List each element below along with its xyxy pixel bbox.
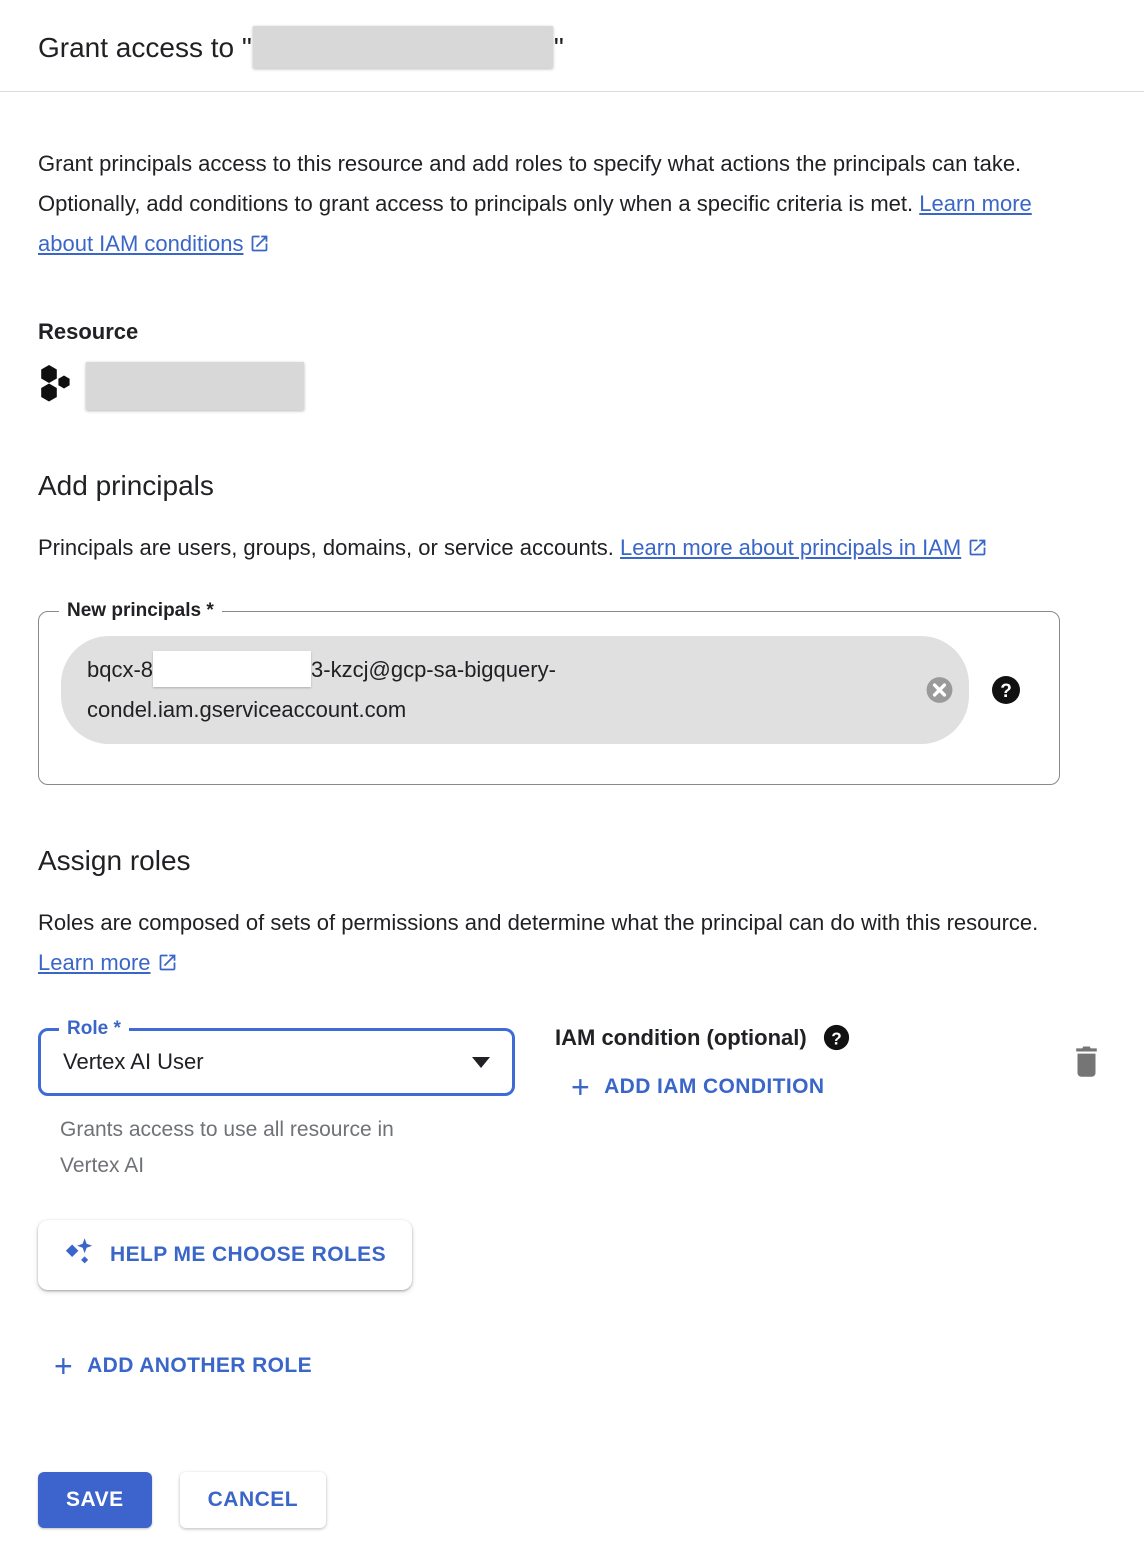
- iam-condition-help-icon[interactable]: [823, 1024, 850, 1051]
- page-title-text: Grant access to ": [38, 32, 252, 63]
- cancel-button[interactable]: CANCEL: [180, 1472, 327, 1528]
- principal-chip-text-domain: condel.iam.gserviceaccount.com: [87, 697, 407, 722]
- assign-roles-text: Roles are composed of sets of permissions and determine what the principal can do with this resource.: [38, 910, 1039, 935]
- intro-text: Grant principals access to this resource and add roles to specify what actions the principals can take. Optionally, add conditions to grant access to principals only when a specific criteria is met.: [38, 151, 1022, 216]
- remove-principal-button[interactable]: [924, 675, 955, 706]
- dialog-footer: [38, 1472, 1106, 1528]
- redacted-resource-name: [253, 26, 553, 68]
- page-title: [38, 26, 1106, 71]
- save-button[interactable]: SAVE: [38, 1472, 152, 1528]
- external-link-icon: [249, 227, 270, 267]
- principal-row: [61, 636, 1039, 744]
- role-column: [38, 1018, 515, 1184]
- help-me-choose-roles-label: HELP ME CHOOSE ROLES: [110, 1243, 386, 1266]
- resource-hexagons-icon: [38, 361, 76, 410]
- svg-text:?: ?: [1000, 681, 1012, 702]
- learn-more-roles-link[interactable]: Learn more: [38, 950, 151, 975]
- iam-condition-column: [555, 1024, 1026, 1105]
- assign-roles-heading: Assign roles: [38, 845, 191, 876]
- redacted-resource-value: [86, 362, 304, 410]
- plus-icon: +: [54, 1348, 74, 1384]
- role-row: [38, 1018, 1106, 1184]
- principal-chip-text-middle: 3-kzcj@gcp-sa-bigquery-: [311, 657, 556, 682]
- add-iam-condition-button[interactable]: [571, 1069, 1026, 1105]
- dialog-header: [0, 0, 1144, 92]
- principal-chip-text-prefix: bqcx-8: [87, 657, 154, 682]
- svg-text:?: ?: [831, 1029, 842, 1049]
- principal-chip: [61, 636, 969, 744]
- add-another-role-label: ADD ANOTHER ROLE: [87, 1354, 313, 1377]
- iam-condition-label-row: [555, 1024, 1026, 1051]
- help-me-choose-roles-button[interactable]: [38, 1220, 412, 1290]
- external-link-icon: [157, 946, 178, 986]
- learn-more-iam-conditions-link[interactable]: Learn more about IAM conditions: [38, 191, 1032, 256]
- new-principals-field[interactable]: [38, 600, 1060, 785]
- page-title-closing-quote: ": [553, 32, 564, 63]
- redacted-principal-id: [153, 651, 311, 687]
- sparkle-icon: [64, 1237, 94, 1273]
- add-principals-description: [38, 528, 1046, 571]
- principals-help-icon[interactable]: [991, 675, 1021, 705]
- role-select-value: Vertex AI User: [63, 1049, 204, 1074]
- resource-label: Resource: [38, 319, 139, 344]
- resource-row: [38, 361, 1106, 410]
- delete-role-button[interactable]: [1066, 1042, 1106, 1081]
- assign-roles-description: [38, 903, 1046, 986]
- chevron-down-icon: [472, 1057, 490, 1068]
- role-select[interactable]: [38, 1018, 515, 1096]
- learn-more-principals-link[interactable]: Learn more about principals in IAM: [620, 535, 962, 560]
- external-link-icon: [967, 531, 988, 571]
- intro-paragraph: [38, 144, 1046, 267]
- role-helper-text: Grants access to use all resource in Vertex AI: [60, 1118, 394, 1177]
- iam-condition-label: IAM condition (optional): [555, 1024, 807, 1050]
- add-iam-condition-label: ADD IAM CONDITION: [604, 1075, 825, 1098]
- add-principals-text: Principals are users, groups, domains, or service accounts.: [38, 535, 614, 560]
- add-principals-heading: Add principals: [38, 470, 214, 501]
- plus-icon: +: [571, 1069, 591, 1105]
- add-another-role-button[interactable]: [54, 1348, 1106, 1384]
- role-select-label: Role *: [59, 1016, 129, 1042]
- new-principals-field-label: New principals *: [59, 598, 222, 624]
